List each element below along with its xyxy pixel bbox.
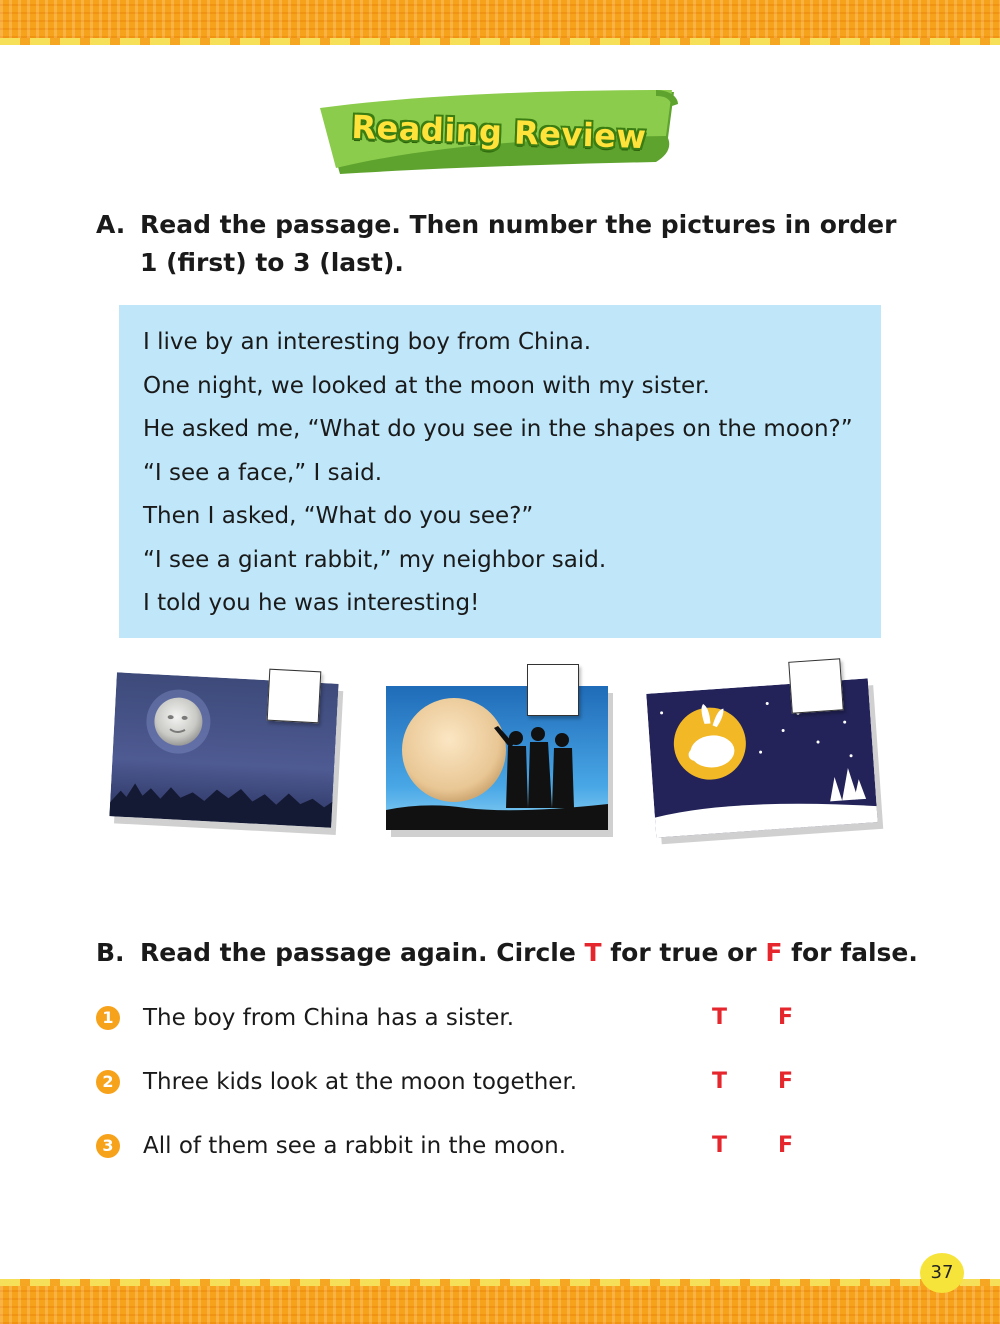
true-option[interactable]: T [712, 1069, 728, 1094]
question-text: All of them see a rabbit in the moon. [143, 1133, 567, 1159]
false-option[interactable]: F [778, 1133, 794, 1158]
false-option[interactable]: F [778, 1069, 794, 1094]
question-number-badge: 1 [96, 1006, 120, 1030]
reading-passage [119, 305, 881, 638]
true-false-question-3 [96, 1130, 896, 1164]
section-b-text-middle: for true or [601, 938, 766, 967]
passage-line: “I see a giant rabbit,” my neighbor said. [143, 546, 607, 573]
section-b-f-letter: F [765, 938, 783, 967]
section-b-t-letter: T [584, 938, 602, 967]
answer-box-3[interactable] [788, 658, 844, 714]
true-option[interactable]: T [712, 1133, 728, 1158]
section-b-label: B. [96, 938, 125, 967]
question-number-badge: 3 [96, 1134, 120, 1158]
true-option[interactable]: T [712, 1005, 728, 1030]
true-false-question-1 [96, 1002, 896, 1036]
true-false-question-2 [96, 1066, 896, 1100]
passage-line: Then I asked, “What do you see?” [143, 503, 534, 529]
question-text: The boy from China has a sister. [143, 1005, 515, 1031]
section-a-line1: Read the passage. Then number the pictures in order [140, 210, 897, 239]
passage-line: “I see a face,” I said. [143, 459, 383, 486]
false-option[interactable]: F [778, 1005, 794, 1030]
passage-line: I live by an interesting boy from China. [143, 329, 592, 355]
section-a-instructions [96, 206, 896, 282]
top-border-band [0, 0, 1000, 38]
section-b-instructions [96, 934, 918, 972]
bottom-dashed-strip [0, 1279, 1000, 1286]
passage-line: I told you he was interesting! [143, 590, 480, 616]
question-text: Three kids look at the moon together. [143, 1069, 578, 1095]
passage-line: He asked me, “What do you see in the shapes on the moon?” [143, 416, 853, 442]
bottom-border-band [0, 1286, 1000, 1324]
answer-box-1[interactable] [267, 669, 322, 724]
question-number-badge: 2 [96, 1070, 120, 1094]
top-dashed-strip [0, 38, 1000, 45]
section-b-text-after: for false. [782, 938, 918, 967]
answer-box-2[interactable] [527, 664, 579, 716]
section-a-label: A. [96, 210, 126, 239]
banner-title: Reading Review [350, 107, 648, 157]
reading-review-banner [316, 88, 682, 176]
passage-line: One night, we looked at the moon with my sister. [143, 372, 710, 399]
section-a-line2: 1 (first) to 3 (last). [140, 248, 404, 277]
section-b-text-before: Read the passage again. Circle [140, 938, 585, 967]
page-number: 37 [920, 1253, 964, 1293]
